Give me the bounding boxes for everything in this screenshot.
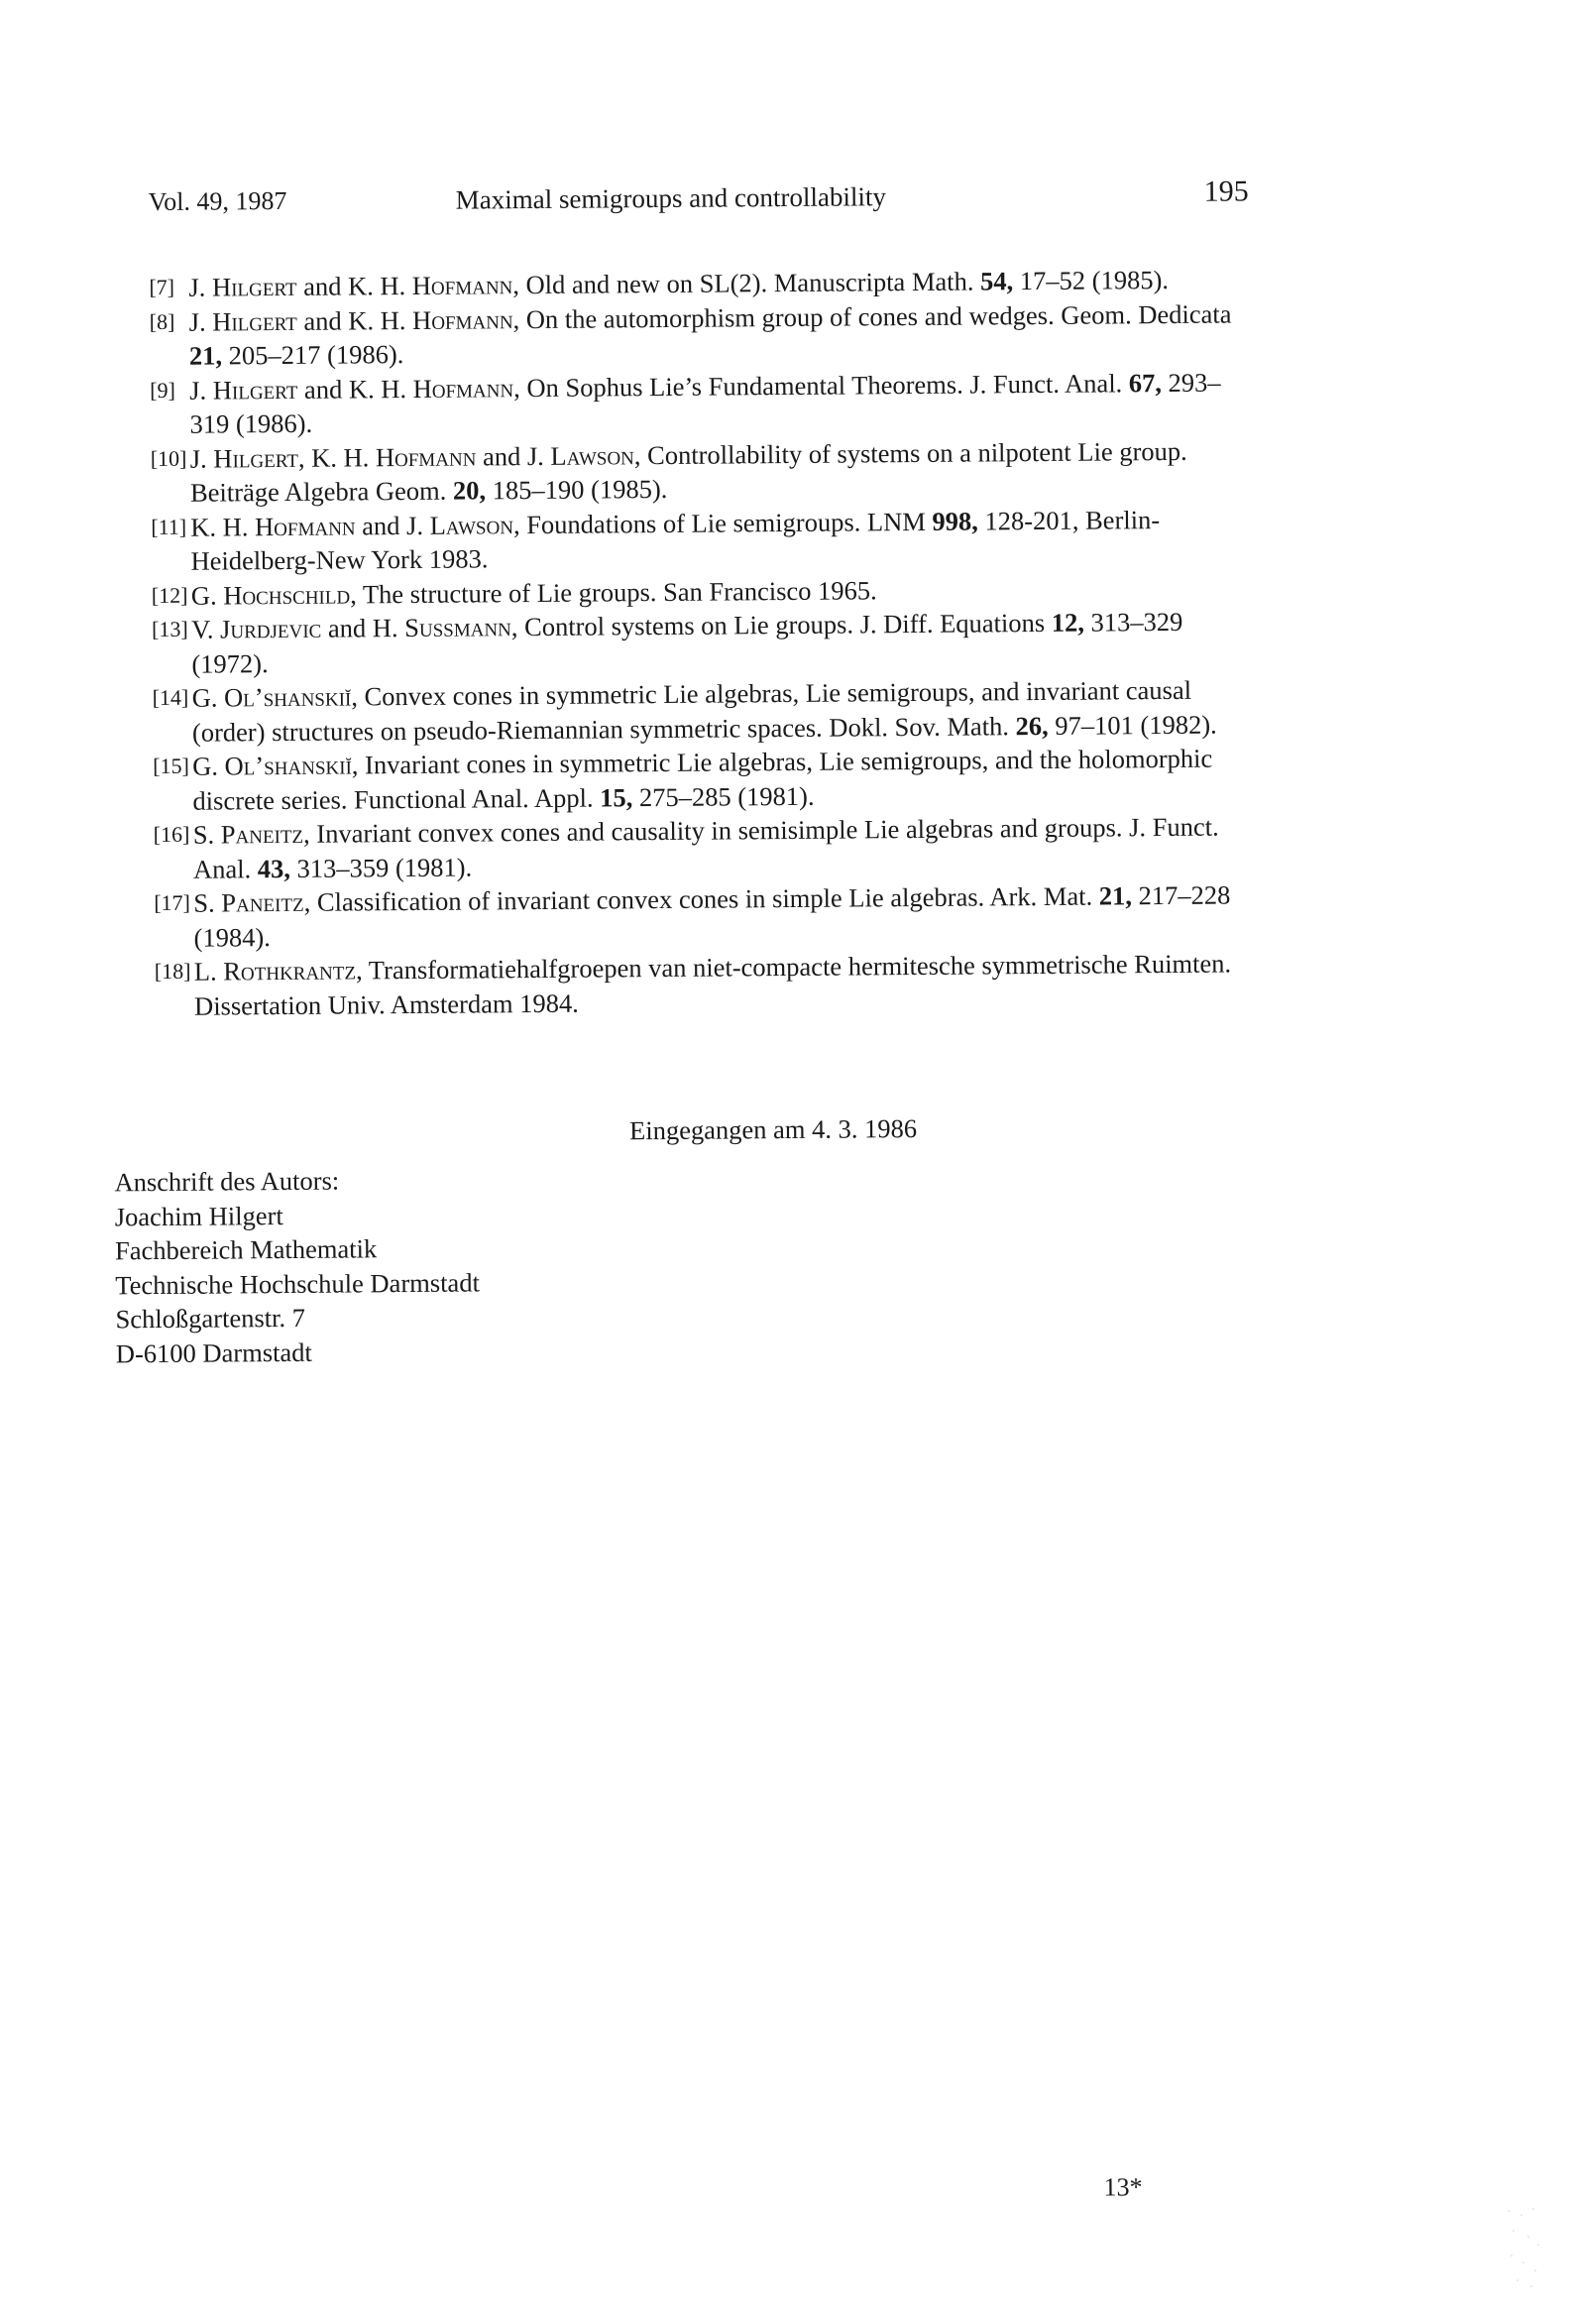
- reference-number: [17]: [154, 889, 191, 916]
- volume-number: 21,: [1098, 880, 1132, 911]
- reference-text: 185–190 (1985).: [485, 473, 668, 506]
- volume-number: 998,: [932, 505, 978, 536]
- reference-text: , Invariant convex cones and causality in semisimple Lie algebras and groups. J. Funct. Anal.: [192, 811, 1219, 884]
- page-number: 195: [1203, 174, 1249, 208]
- reference-text: 217–228 (1984).: [193, 879, 1231, 953]
- volume-number: 15,: [600, 781, 633, 812]
- reference-text: , The structure of Lie groups. San Francisco 1965.: [350, 574, 877, 609]
- volume-number: 67,: [1128, 367, 1163, 398]
- reference-text: , Control systems on Lie groups. J. Diff. Equations: [510, 607, 1052, 642]
- author-name: Jurdjevic: [219, 613, 322, 644]
- reference-text: and J.: [355, 510, 430, 540]
- reference-item: [151, 433, 1257, 511]
- reference-number: [13]: [152, 616, 188, 642]
- author-name: Rothkrantz: [223, 955, 357, 987]
- reference-text: , Transformatiehalfgroepen van niet-compacte hermitesche symmetrische Ruimten. Dissertation Univ. Amsterdam 1984.: [193, 948, 1232, 1021]
- reference-number: [12]: [151, 582, 188, 608]
- reference-item: [154, 877, 1260, 955]
- reference-text: 313–359 (1981).: [289, 852, 473, 883]
- reference-text: 205–217 (1986).: [221, 339, 404, 371]
- author-name: Hofmann: [375, 440, 477, 472]
- reference-text: V.: [191, 614, 221, 644]
- reference-text: J.: [189, 443, 214, 474]
- reference-text: K. H.: [190, 511, 256, 542]
- reference-item: [153, 672, 1259, 750]
- reference-text: J.: [188, 306, 213, 337]
- author-name: Hilgert: [212, 305, 297, 337]
- reference-text: , On the automorphism group of cones and wedges. Geom. Dedicata: [512, 297, 1232, 334]
- reference-item: [155, 946, 1261, 1023]
- reference-text: , Old and new on SL(2). Manuscripta Math.: [512, 266, 981, 300]
- author-name: Hilgert: [212, 374, 298, 406]
- received-date: Eingegangen am 4. 3. 1986: [628, 1112, 918, 1146]
- reference-text: and K. H.: [296, 270, 412, 301]
- reference-text: J.: [188, 272, 213, 302]
- author-name: Hofmann: [254, 510, 356, 541]
- reference-number: [15]: [153, 753, 189, 779]
- volume-number: 26,: [1015, 710, 1049, 741]
- address-line: D-6100 Darmstadt: [115, 1336, 312, 1368]
- address-line: Technische Hochschule Darmstadt: [115, 1266, 480, 1300]
- reference-number: [10]: [150, 445, 187, 471]
- reference-number: [8]: [149, 308, 175, 334]
- reference-text: , Convex cones in symmetric Lie algebras, Lie semigroups, and invariant causal (order) structures on pseudo-Riemannian symmetric spaces. Dokl. Sov. Math.: [191, 674, 1192, 748]
- author-name: Hofmann: [411, 270, 513, 300]
- reference-text: , Controllability of systems on a nilpotent Lie group. Beiträge Algebra Geom.: [189, 435, 1187, 508]
- author-name: Ol’shanskiĭ: [224, 750, 352, 781]
- reference-text: 17–52 (1985).: [1013, 264, 1170, 296]
- volume-number: 12,: [1051, 607, 1085, 638]
- reference-item: [154, 809, 1260, 886]
- reference-item: [150, 296, 1256, 374]
- address-line: Joachim Hilgert: [114, 1200, 283, 1231]
- reference-number: [7]: [149, 274, 175, 300]
- reference-text: , Classification of invariant convex cones in simple Lie algebras. Ark. Mat.: [303, 880, 1099, 917]
- author-address: [114, 1162, 480, 1370]
- signature-mark: 13*: [1103, 2172, 1143, 2202]
- reference-list: [149, 262, 1260, 1023]
- volume-number: 20,: [452, 475, 487, 506]
- reference-text: , Foundations of Lie semigroups. LNM: [512, 506, 933, 539]
- reference-item: [153, 741, 1259, 818]
- volume-number: 54,: [979, 266, 1014, 296]
- reference-number: [14]: [152, 684, 189, 711]
- author-name: Lawson: [550, 439, 634, 471]
- reference-text: S.: [192, 819, 221, 850]
- reference-item: [150, 365, 1256, 442]
- reference-number: [9]: [150, 377, 175, 403]
- reference-number: [18]: [154, 958, 191, 985]
- reference-text: and K. H.: [296, 304, 413, 336]
- reference-text: G.: [192, 751, 225, 781]
- author-name: Paneitz: [221, 886, 304, 918]
- reference-text: 313–329 (1972).: [191, 606, 1183, 679]
- reference-text: and J.: [476, 440, 551, 471]
- volume-number: 43,: [257, 853, 291, 883]
- author-name: Hofmann: [411, 303, 513, 335]
- reference-text: 128-201, Berlin-Heidelberg-New York 1983.: [190, 504, 1161, 576]
- volume-info: Vol. 49, 1987: [148, 185, 287, 217]
- reference-text: 275–285 (1981).: [632, 780, 815, 812]
- reference-text: , Invariant cones in symmetric Lie algebras, Lie semigroups, and the holomorphic discrete series. Functional Anal. Appl.: [192, 743, 1213, 816]
- author-name: Sussmann: [404, 612, 511, 643]
- author-name: Hochschild: [223, 578, 351, 610]
- address-line: Fachbereich Mathematik: [114, 1233, 378, 1266]
- reference-text: and H.: [321, 613, 405, 643]
- reference-text: L.: [193, 956, 224, 987]
- reference-text: J.: [189, 375, 213, 406]
- author-name: Hilgert: [211, 271, 297, 302]
- author-name: Lawson: [429, 509, 514, 540]
- reference-text: 97–101 (1982).: [1048, 709, 1217, 741]
- author-name: Ol’shanskiĭ: [223, 681, 352, 713]
- reference-text: , On Sophus Lie’s Fundamental Theorems. J. Funct. Anal.: [513, 367, 1129, 403]
- reference-text: , K. H.: [297, 441, 377, 473]
- address-line: Anschrift des Autors:: [114, 1165, 340, 1198]
- author-name: Hilgert: [213, 442, 299, 474]
- reference-number: [11]: [151, 514, 187, 539]
- reference-text: G.: [191, 682, 225, 713]
- author-name: Paneitz: [220, 818, 304, 850]
- reference-text: 293–319 (1986).: [189, 367, 1221, 439]
- volume-number: 21,: [188, 340, 223, 371]
- reference-number: [16]: [153, 821, 190, 848]
- reference-text: G.: [190, 579, 224, 611]
- reference-text: S.: [193, 887, 222, 918]
- author-name: Hofmann: [412, 372, 514, 404]
- reference-item: [152, 604, 1258, 681]
- running-header: [149, 174, 1249, 223]
- scan-noise: [1504, 2201, 1543, 2290]
- reference-item: [151, 502, 1257, 579]
- running-title: Maximal semigroups and controllability: [455, 181, 887, 215]
- reference-text: and K. H.: [297, 373, 413, 405]
- address-line: Schloßgartenstr. 7: [115, 1302, 306, 1335]
